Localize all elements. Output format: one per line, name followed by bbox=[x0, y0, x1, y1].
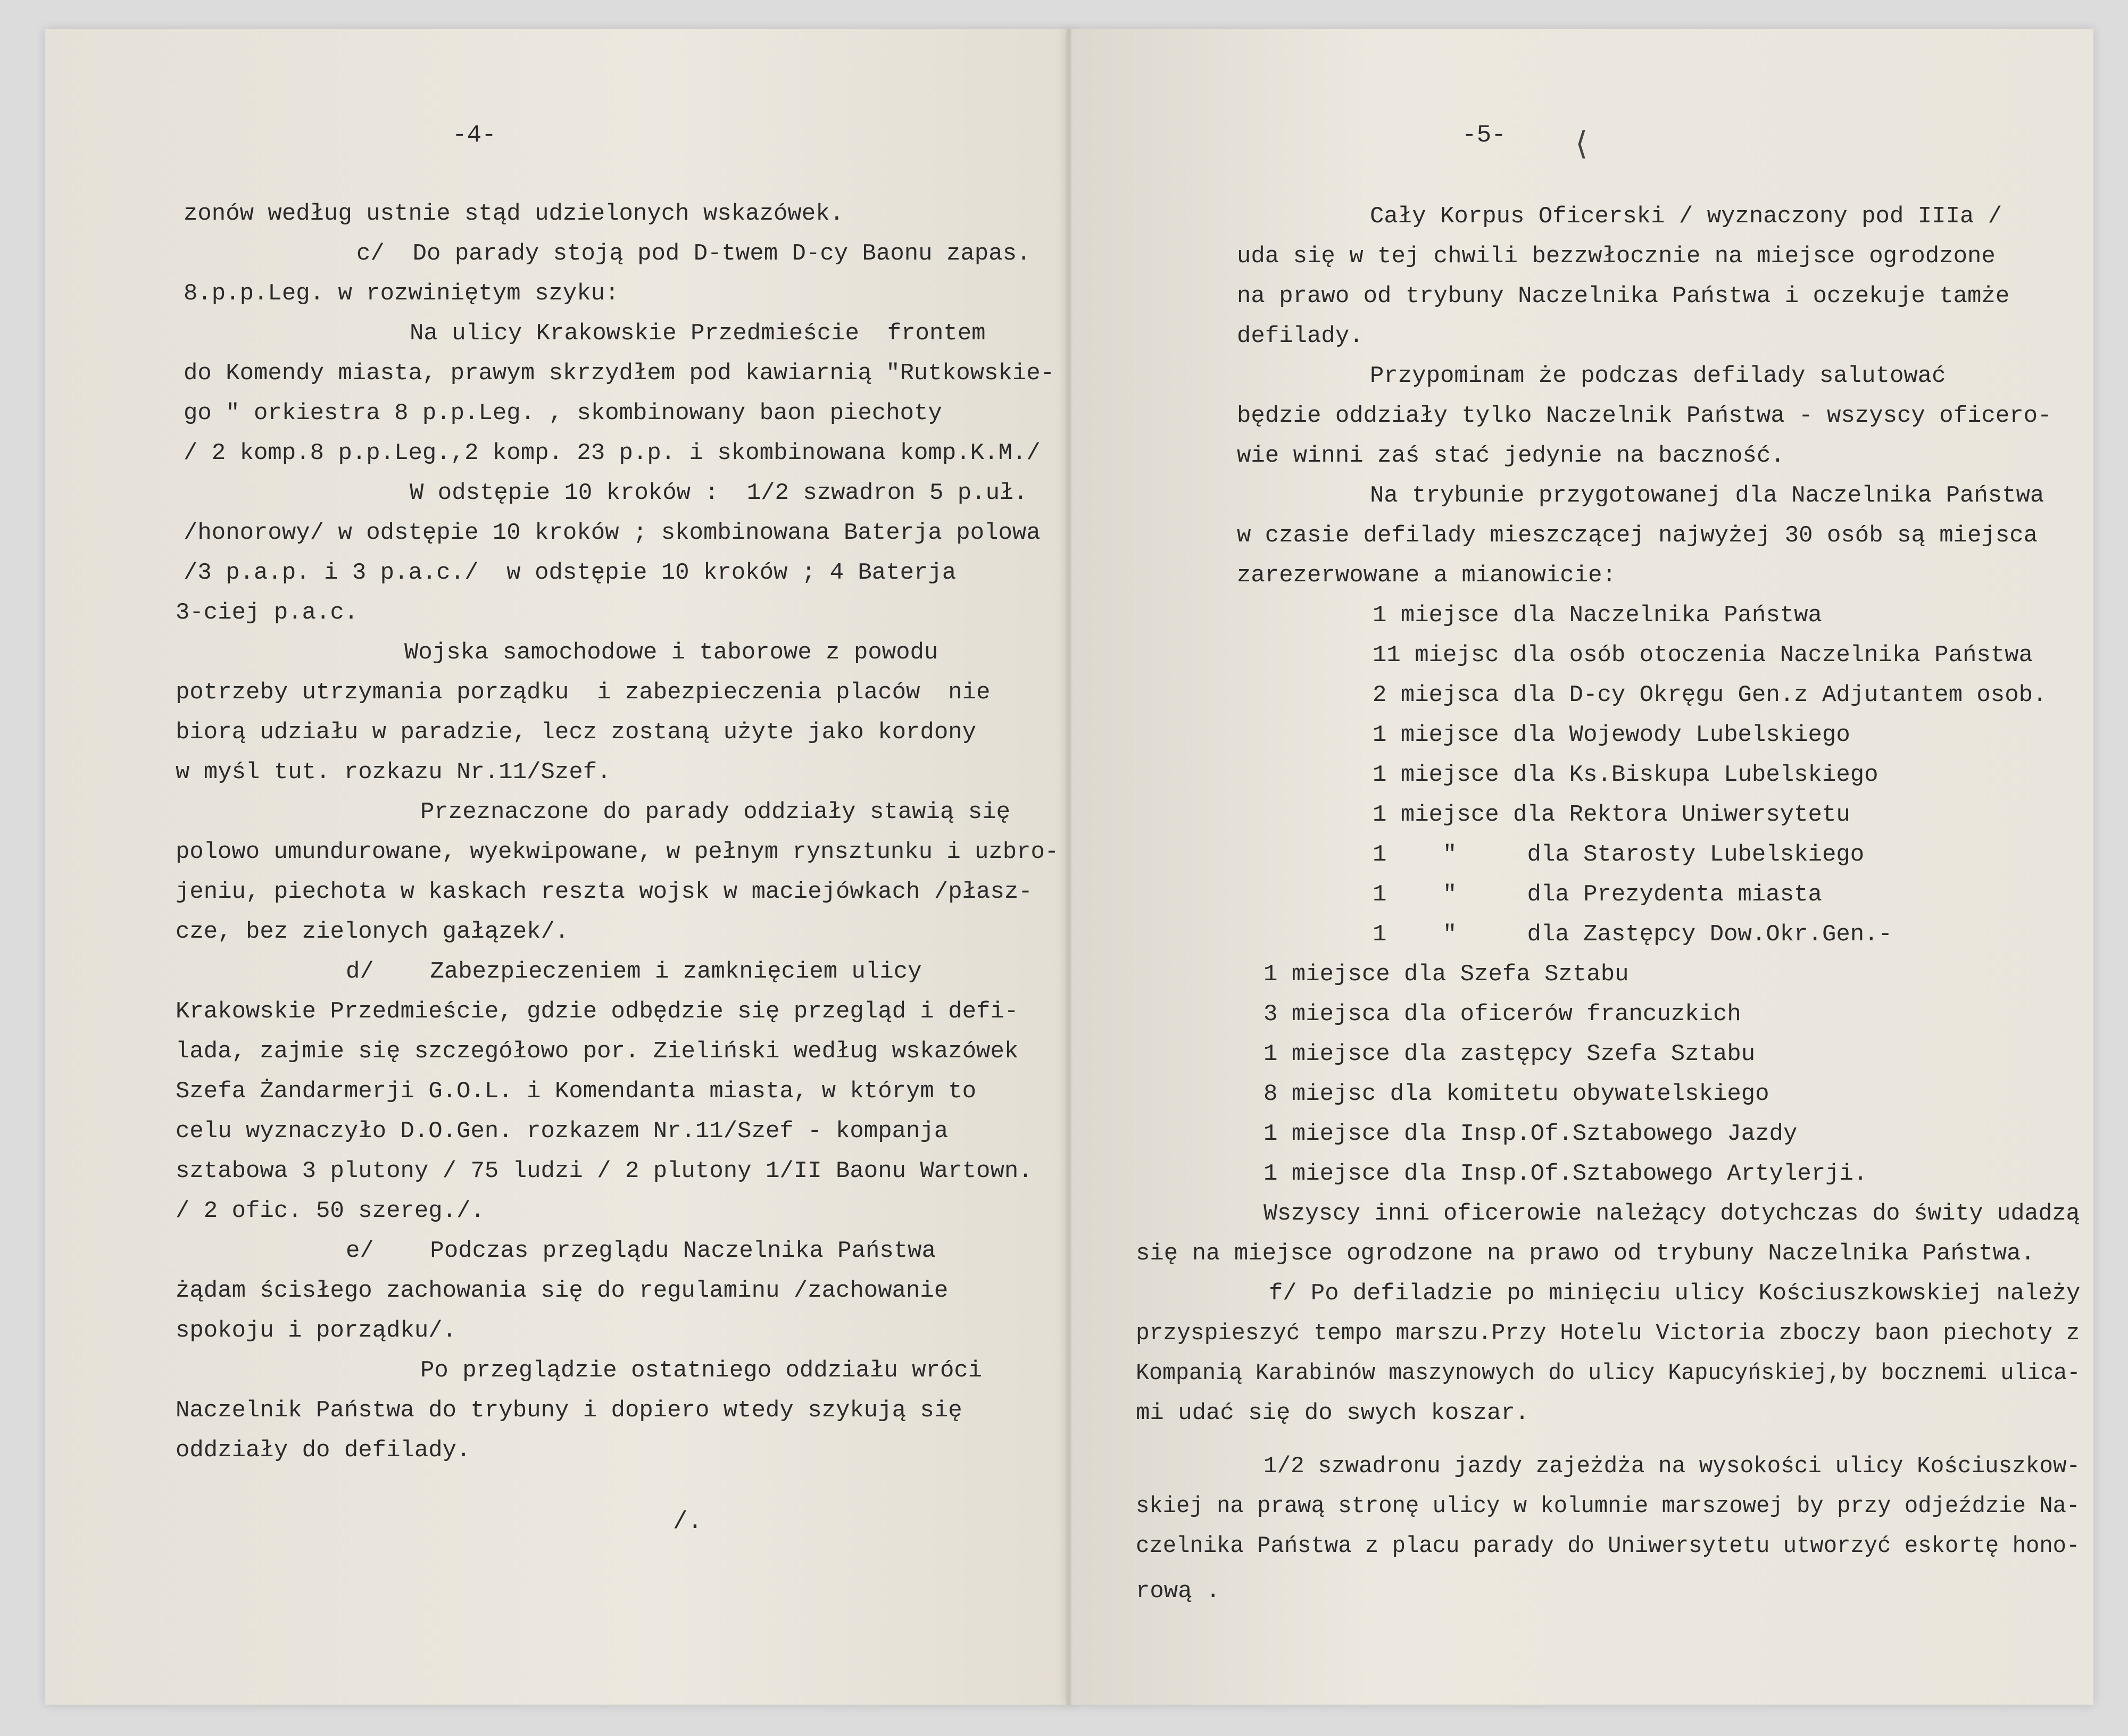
right-line-1: uda się w tej chwili bezzwłocznie na miejsce ogrodzone bbox=[1237, 243, 1996, 270]
right-line-14: 1 miejsce dla Ks.Biskupa Lubelskiego bbox=[1373, 762, 1878, 788]
left-line-26: e/ Podczas przeglądu Naczelnika Państwa bbox=[346, 1238, 936, 1264]
right-line-10: 1 miejsce dla Naczelnika Państwa bbox=[1373, 602, 1822, 629]
right-line-17: 1 " dla Prezydenta miasta bbox=[1373, 881, 1822, 908]
left-line-12: potrzeby utrzymania porządku i zabezpieczenia placów nie bbox=[176, 679, 991, 706]
right-line-27: f/ Po defiladzie po minięciu ulicy Kościuszkowskiej należy bbox=[1269, 1280, 2081, 1307]
page-fold bbox=[1065, 29, 1073, 1705]
right-line-30: mi udać się do swych koszar. bbox=[1136, 1400, 1530, 1426]
left-line-19: d/ Zabezpieczeniem i zamknięciem ulicy bbox=[346, 958, 922, 985]
left-line-5: go " orkiestra 8 p.p.Leg. , skombinowany baon piechoty bbox=[184, 400, 942, 427]
left-line-30: Naczelnik Państwa do trybuny i dopiero wtedy szykują się bbox=[176, 1397, 962, 1424]
right-line-20: 3 miejsca dla oficerów francuzkich bbox=[1264, 1001, 1741, 1028]
right-line-2: na prawo od trybuny Naczelnika Państwa i oczekuje tamże bbox=[1237, 283, 2010, 310]
page-number-right: -5- bbox=[1462, 121, 1506, 149]
left-line-29: Po przeglądzie ostatniego oddziału wróci bbox=[420, 1357, 983, 1384]
left-line-0: zonów według ustnie stąd udzielonych wskazówek. bbox=[184, 201, 844, 227]
right-line-9: zarezerwowane a mianowicie: bbox=[1237, 562, 1616, 589]
left-footer-mark: /. bbox=[673, 1508, 703, 1535]
right-line-22: 8 miejsc dla komitetu obywatelskiego bbox=[1264, 1081, 1769, 1107]
left-line-10: 3-ciej p.a.c. bbox=[176, 599, 359, 626]
left-line-15: Przeznaczone do parady oddziały stawią się bbox=[420, 799, 1010, 825]
left-line-6: / 2 komp.8 p.p.Leg.,2 komp. 23 p.p. i skombinowana komp.K.M./ bbox=[184, 440, 1041, 466]
right-line-25: Wszyscy inni oficerowie należący dotychczas do świty udadzą bbox=[1264, 1200, 2080, 1227]
right-line-3: defilady. bbox=[1237, 323, 1364, 349]
margin-mark: ⟨ bbox=[1572, 128, 1592, 164]
left-line-28: spokoju i porządku/. bbox=[176, 1317, 457, 1344]
left-line-2: 8.p.p.Leg. w rozwiniętym szyku: bbox=[184, 280, 619, 307]
right-line-24: 1 miejsce dla Insp.Of.Sztabowego Artylerji. bbox=[1264, 1161, 1868, 1187]
left-line-13: biorą udziału w paradzie, lecz zostaną użyte jako kordony bbox=[176, 719, 977, 746]
left-line-14: w myśl tut. rozkazu Nr.11/Szef. bbox=[176, 759, 611, 786]
right-line-12: 2 miejsca dla D-cy Okręgu Gen.z Adjutantem osob. bbox=[1373, 682, 2047, 708]
left-line-21: lada, zajmie się szczegółowo por. Zieliński według wskazówek bbox=[176, 1038, 1019, 1065]
right-line-13: 1 miejsce dla Wojewody Lubelskiego bbox=[1373, 722, 1850, 748]
right-line-15: 1 miejsce dla Rektora Uniwersytetu bbox=[1373, 802, 1850, 828]
right-line-28: przyspieszyć tempo marszu.Przy Hotelu Victoria zboczy baon piechoty z bbox=[1136, 1320, 2080, 1347]
right-line-8: w czasie defilady mieszczącej najwyżej 30 osób są miejsca bbox=[1237, 522, 2038, 549]
right-line-4: Przypominam że podczas defilady salutować bbox=[1370, 363, 1946, 389]
right-line-19: 1 miejsce dla Szefa Sztabu bbox=[1264, 961, 1629, 988]
left-line-11: Wojska samochodowe i taborowe z powodu bbox=[404, 639, 938, 666]
right-line-29: Kompanią Karabinów maszynowych do ulicy Kapucyńskiej,by bocznemi ulica- bbox=[1136, 1360, 2081, 1387]
right-line-32: skiej na prawą stronę ulicy w kolumnie marszowej by przy odjeździe Na- bbox=[1136, 1493, 2080, 1520]
left-line-24: sztabowa 3 plutony / 75 ludzi / 2 plutony 1/II Baonu Wartown. bbox=[176, 1158, 1033, 1184]
left-line-23: celu wyznaczyło D.O.Gen. rozkazem Nr.11/Szef - kompanja bbox=[176, 1118, 949, 1145]
left-line-1: c/ Do parady stoją pod D-twem D-cy Baonu zapas. bbox=[356, 240, 1031, 267]
right-line-16: 1 " dla Starosty Lubelskiego bbox=[1373, 841, 1865, 868]
left-line-18: cze, bez zielonych gałązek/. bbox=[176, 919, 569, 945]
left-line-4: do Komendy miasta, prawym skrzydłem pod kawiarnią "Rutkowskie- bbox=[184, 360, 1055, 387]
left-line-9: /3 p.a.p. i 3 p.a.c./ w odstępie 10 kroków ; 4 Baterja bbox=[184, 560, 957, 586]
left-line-20: Krakowskie Przedmieście, gdzie odbędzie się przegląd i defi- bbox=[176, 998, 1019, 1025]
left-line-17: jeniu, piechota w kaskach reszta wojsk w maciejówkach /płasz- bbox=[176, 879, 1033, 905]
page-number-left: -4- bbox=[452, 121, 496, 149]
right-line-33: czelnika Państwa z placu parady do Uniwersytetu utworzyć eskortę hono- bbox=[1136, 1533, 2080, 1559]
right-line-18: 1 " dla Zastępcy Dow.Okr.Gen.- bbox=[1373, 921, 1892, 948]
right-line-34: rową . bbox=[1136, 1578, 1220, 1605]
left-line-31: oddziały do defilady. bbox=[176, 1437, 471, 1464]
left-line-8: /honorowy/ w odstępie 10 kroków ; skombinowana Baterja polowa bbox=[184, 520, 1041, 546]
right-line-7: Na trybunie przygotowanej dla Naczelnika Państwa bbox=[1370, 482, 2044, 509]
right-line-21: 1 miejsce dla zastępcy Szefa Sztabu bbox=[1264, 1041, 1756, 1067]
left-line-25: / 2 ofic. 50 szereg./. bbox=[176, 1198, 485, 1224]
right-line-11: 11 miejsc dla osób otoczenia Naczelnika Państwa bbox=[1373, 642, 2033, 669]
left-line-3: Na ulicy Krakowskie Przedmieście frontem bbox=[410, 320, 986, 347]
right-line-23: 1 miejsce dla Insp.Of.Sztabowego Jazdy bbox=[1264, 1121, 1798, 1147]
right-line-31: 1/2 szwadronu jazdy zajeżdża na wysokości ulicy Kościuszkow- bbox=[1264, 1453, 2081, 1480]
right-line-5: będzie oddziały tylko Naczelnik Państwa - wszyscy oficero- bbox=[1237, 403, 2052, 429]
right-line-0: Cały Korpus Oficerski / wyznaczony pod IIIa / bbox=[1370, 203, 2002, 230]
left-line-16: polowo umundurowane, wyekwipowane, w pełnym rynsztunku i uzbro- bbox=[176, 839, 1059, 865]
left-line-27: żądam ścisłego zachowania się do regulaminu /zachowanie bbox=[176, 1278, 949, 1304]
right-line-6: wie winni zaś stać jedynie na baczność. bbox=[1237, 443, 1785, 469]
left-line-22: Szefa Żandarmerji G.O.L. i Komendanta miasta, w którym to bbox=[176, 1078, 977, 1105]
left-line-7: W odstępie 10 kroków : 1/2 szwadron 5 p.uł. bbox=[410, 480, 1028, 506]
right-line-26: się na miejsce ogrodzone na prawo od trybuny Naczelnika Państwa. bbox=[1136, 1240, 2035, 1267]
